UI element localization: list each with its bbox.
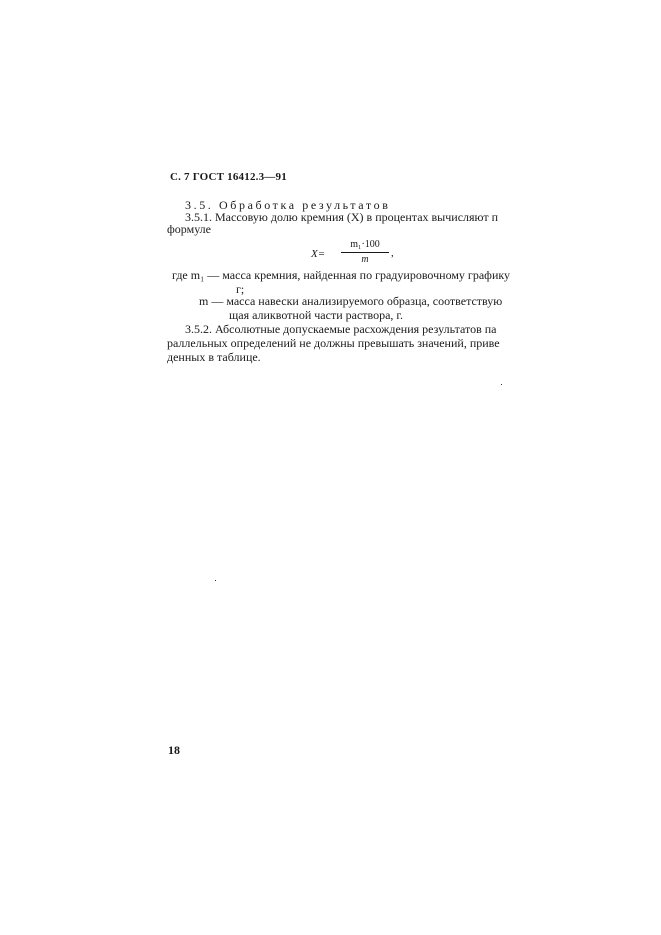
formula-comma: ,	[391, 247, 394, 259]
fraction-bar	[341, 252, 389, 253]
paragraph-3-5-2-line2: раллельных определений не должны превышать значений, приве	[167, 336, 500, 350]
speck	[501, 384, 502, 385]
definition-m1-line2: г;	[236, 282, 245, 296]
definition-m-line2: щая аликвотной части раствора, г.	[229, 308, 403, 322]
paragraph-3-5-2-line3: денных в таблице.	[167, 350, 261, 364]
page-number: 18	[168, 743, 180, 757]
page-header: С. 7 ГОСТ 16412.3—91	[170, 171, 287, 183]
paragraph-3-5-1-line1: 3.5.1. Массовую долю кремния (X) в процентах вычисляют п	[185, 210, 499, 224]
formula-lhs: X=	[311, 248, 326, 260]
section-title: 3.5. Обработка результатов	[185, 198, 391, 212]
formula-numerator: m₁·100	[350, 239, 380, 250]
definition-m1-line1: где m₁ — масса кремния, найденная по градуировочному графику	[172, 268, 511, 282]
speck	[215, 580, 216, 581]
paragraph-3-5-2-line1: 3.5.2. Абсолютные допускаемые расхождения результатов па	[185, 322, 497, 336]
definition-m-line1: m — масса навески анализируемого образца, соответствую	[199, 294, 503, 308]
formula	[311, 239, 421, 271]
formula-denominator: m	[361, 254, 369, 265]
paragraph-3-5-1-line2: формуле	[167, 222, 211, 236]
